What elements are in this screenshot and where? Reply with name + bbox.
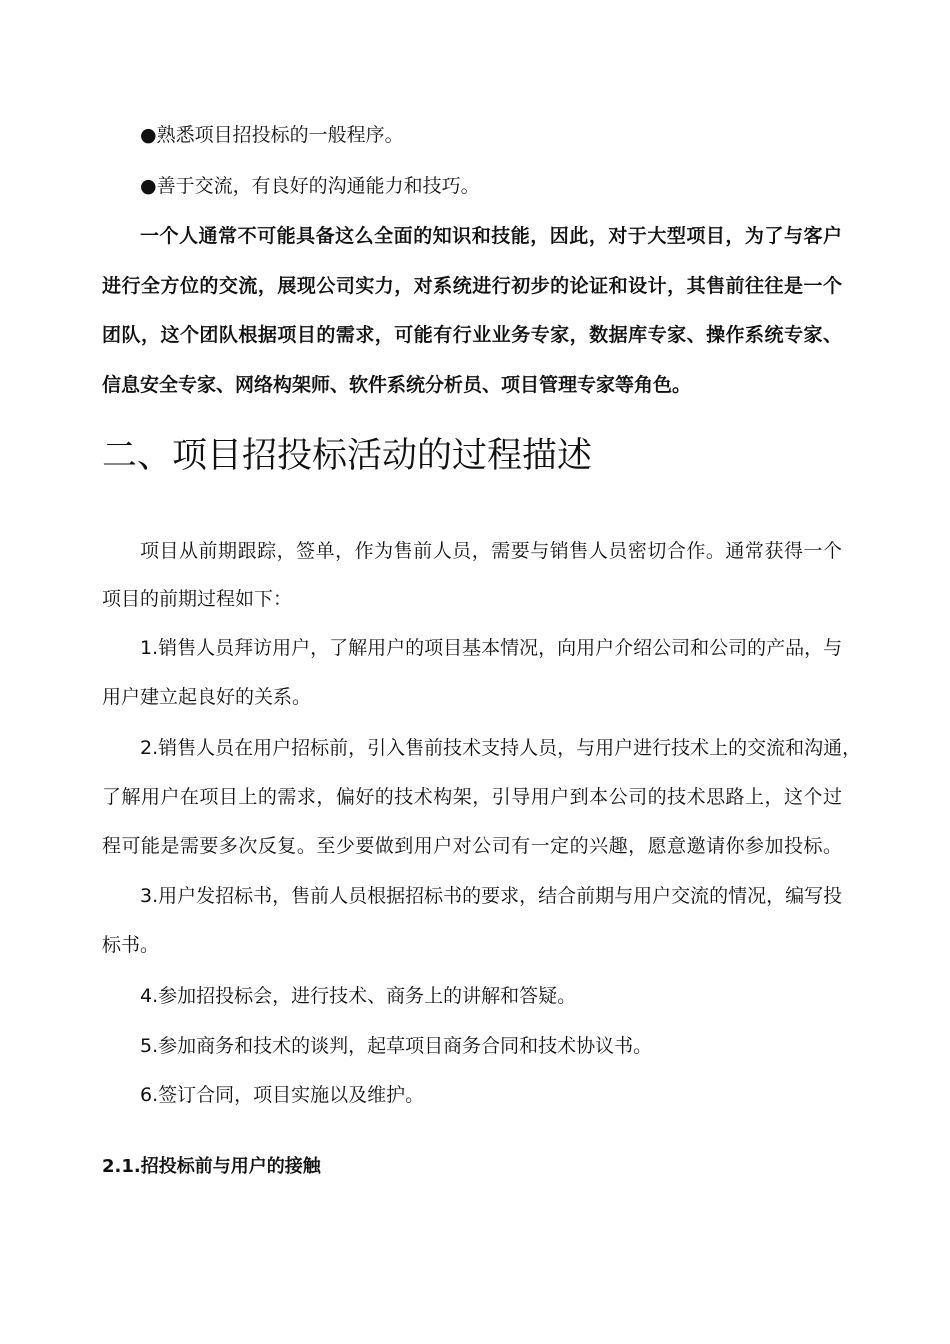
step-6-line: 6.签订合同，项目实施以及维护。 [140, 1084, 425, 1106]
step-5-line: 5.参加商务和技术的谈判，起草项目商务合同和技术协议书。 [140, 1035, 653, 1057]
intro-line: 项目从前期跟踪，签单，作为售前人员，需要与销售人员密切合作。通常获得一个 [140, 540, 842, 562]
bullet-item: ●熟悉项目招投标的一般程序。 [140, 124, 404, 146]
bold-paragraph-line: 团队，这个团队根据项目的需求，可能有行业业务专家，数据库专家、操作系统专家、 [102, 324, 842, 346]
step-3-line: 标书。 [102, 934, 160, 956]
bold-paragraph-line: 信息安全专家、网络构架师、软件系统分析员、项目管理专家等角色。 [102, 374, 692, 396]
bold-paragraph-line: 一个人通常不可能具备这么全面的知识和技能，因此，对于大型项目，为了与客户 [140, 225, 842, 247]
section-heading: 二、项目招投标活动的过程描述 [102, 436, 593, 476]
step-2-line: 了解用户在项目上的需求，偏好的技术构架，引导用户到本公司的技术思路上，这个过 [102, 786, 842, 808]
bullet-item: ●善于交流，有良好的沟通能力和技巧。 [140, 175, 480, 197]
step-2-line: 程可能是需要多次反复。至少要做到用户对公司有一定的兴趣，愿意邀请你参加投标。 [102, 835, 842, 857]
subsection-heading: 2.1.招投标前与用户的接触 [102, 1156, 321, 1177]
step-4-line: 4.参加招投标会，进行技术、商务上的讲解和答疑。 [140, 985, 577, 1007]
step-3-line: 3.用户发招标书，售前人员根据招标书的要求，结合前期与用户交流的情况，编写投 [140, 885, 843, 907]
step-2-line: 2.销售人员在用户招标前，引入售前技术支持人员，与用户进行技术上的交流和沟通， [140, 737, 862, 759]
step-1-line: 1.销售人员拜访用户，了解用户的项目基本情况，向用户介绍公司和公司的产品，与 [140, 637, 843, 659]
bold-paragraph-line: 进行全方位的交流，展现公司实力，对系统进行初步的论证和设计，其售前往往是一个 [102, 275, 842, 297]
step-1-line: 用户建立起良好的关系。 [102, 686, 312, 708]
intro-line: 项目的前期过程如下： [102, 588, 293, 610]
